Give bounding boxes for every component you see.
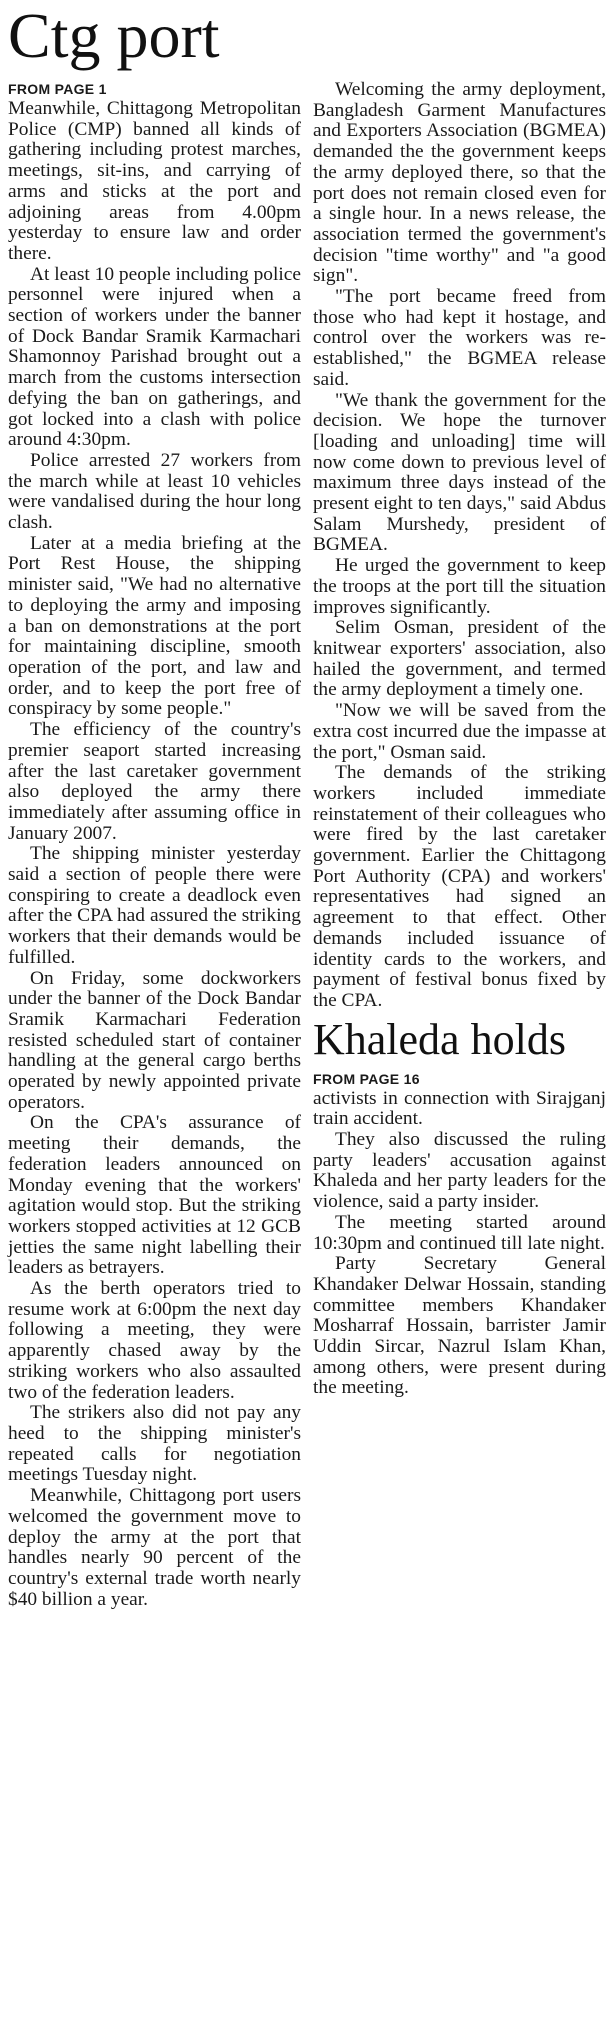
paragraph: On the CPA's assurance of meeting their demands, the federation leaders announced on Monday evening that the workers' agitation would stop. But the striking workers stopped activities at 12 GCB jetties the same night labelling their leaders as betrayers. bbox=[8, 1112, 301, 1279]
paragraph: As the berth operators tried to resume work at 6:00pm the next day following a meeting, they were apparently chased away by the striking workers who also assaulted two of the federation leaders. bbox=[8, 1278, 301, 1403]
paragraph: The efficiency of the country's premier seaport started increasing after the last caretaker government also deployed the army there immediately after assuming office in January 2007. bbox=[8, 719, 301, 844]
paragraph: The strikers also did not pay any heed to the shipping minister's repeated calls for negotiation meetings Tuesday night. bbox=[8, 1402, 301, 1486]
paragraph: He urged the government to keep the troops at the port till the situation improves significantly. bbox=[313, 555, 606, 618]
paragraph: Police arrested 27 workers from the march while at least 10 vehicles were vandalised during the hour long clash. bbox=[8, 449, 301, 534]
continuation-kicker: FROM PAGE 16 bbox=[313, 1070, 420, 1087]
paragraph: "We thank the government for the decision. We hope the turnover [loading and unloading] time will now come down to previous level of maximum three days instead of the present eight to ten days," said Abdus Salam Murshedy, president of BGMEA. bbox=[313, 389, 606, 556]
paragraph: The demands of the striking workers included immediate reinstatement of their colleagues who were fired by the last caretaker government. Earlier the Chittagong Port Authority (CPA) and workers' representatives had signed an agreement to that effect. Other demands included issuance of identity cards to the workers, and payment of festival bonus fixed by the CPA. bbox=[313, 762, 606, 1011]
paragraph: Party Secretary General Khandaker Delwar Hossain, standing committee members Khandaker Mosharraf Hossain, barrister Jamir Uddin Sircar, Nazrul Islam Khan, among others, were present during the meeting. bbox=[313, 1253, 606, 1399]
second-story-headline: Khaleda holds bbox=[313, 1014, 566, 1064]
paragraph: Welcoming the army deployment, Bangladesh Garment Manufactures and Exporters Association (BGMEA) demanded the the government keeps the army deployed there, so that the port does not remain closed even for a single hour. In a news release, the association termed the government's decision "time worthy" and "a good sign". bbox=[313, 79, 606, 287]
article-columns bbox=[8, 80, 607, 1610]
paragraph: Selim Osman, president of the knitwear exporters' association, also hailed the government, and termed the army deployment a timely one. bbox=[313, 617, 606, 701]
paragraph: activists in connection with Sirajganj train accident. bbox=[313, 1087, 606, 1130]
paragraph: "Now we will be saved from the extra cost incurred due the impasse at the port," Osman said. bbox=[313, 700, 606, 763]
paragraph: Later at a media briefing at the Port Rest House, the shipping minister said, "We had no alternative to deploying the army and imposing a ban on demonstrations at the port for maintaining discipline, smooth operation of the port, and law and order, and to keep the port free of conspiracy by some people." bbox=[8, 532, 301, 720]
continuation-kicker: FROM PAGE 1 bbox=[8, 81, 107, 97]
paragraph: Meanwhile, Chittagong Metropolitan Police (CMP) banned all kinds of gathering including protest marches, meetings, sit-ins, and carrying of arms and sticks at the port and adjoining areas from 4.00pm yesterday to ensure law and order there. bbox=[8, 98, 301, 264]
paragraph: On Friday, some dockworkers under the banner of the Dock Bandar Sramik Karmachari Federation resisted scheduled start of container handling at the general cargo berths operated by newly appointed private operators. bbox=[8, 967, 301, 1113]
paragraph: They also discussed the ruling party leaders' accusation against Khaleda and her party leaders for the violence, said a party insider. bbox=[313, 1129, 606, 1213]
paragraph: The shipping minister yesterday said a section of people there were conspiring to create a deadlock even after the CPA had assured the striking workers that their demands would be fulfilled. bbox=[8, 843, 301, 968]
paragraph: "The port became freed from those who had kept it hostage, and control over the workers was re-established," the BGMEA release said. bbox=[313, 286, 606, 390]
story-headline: Ctg port bbox=[8, 0, 220, 71]
paragraph: Meanwhile, Chittagong port users welcomed the government move to deploy the army at the port that handles nearly 90 percent of the country's external trade worth nearly $40 billion a year. bbox=[8, 1485, 301, 1610]
column-left bbox=[8, 80, 301, 1610]
paragraph: The meeting started around 10:30pm and continued till late night. bbox=[313, 1211, 606, 1254]
column-right bbox=[313, 80, 606, 1610]
paragraph: At least 10 people including police personnel were injured when a section of workers under the banner of Dock Bandar Sramik Karmachari Shamonnoy Parishad brought out a march from the customs intersection defying the ban on gatherings, and got locked into a clash with police around 4:30pm. bbox=[8, 263, 301, 451]
